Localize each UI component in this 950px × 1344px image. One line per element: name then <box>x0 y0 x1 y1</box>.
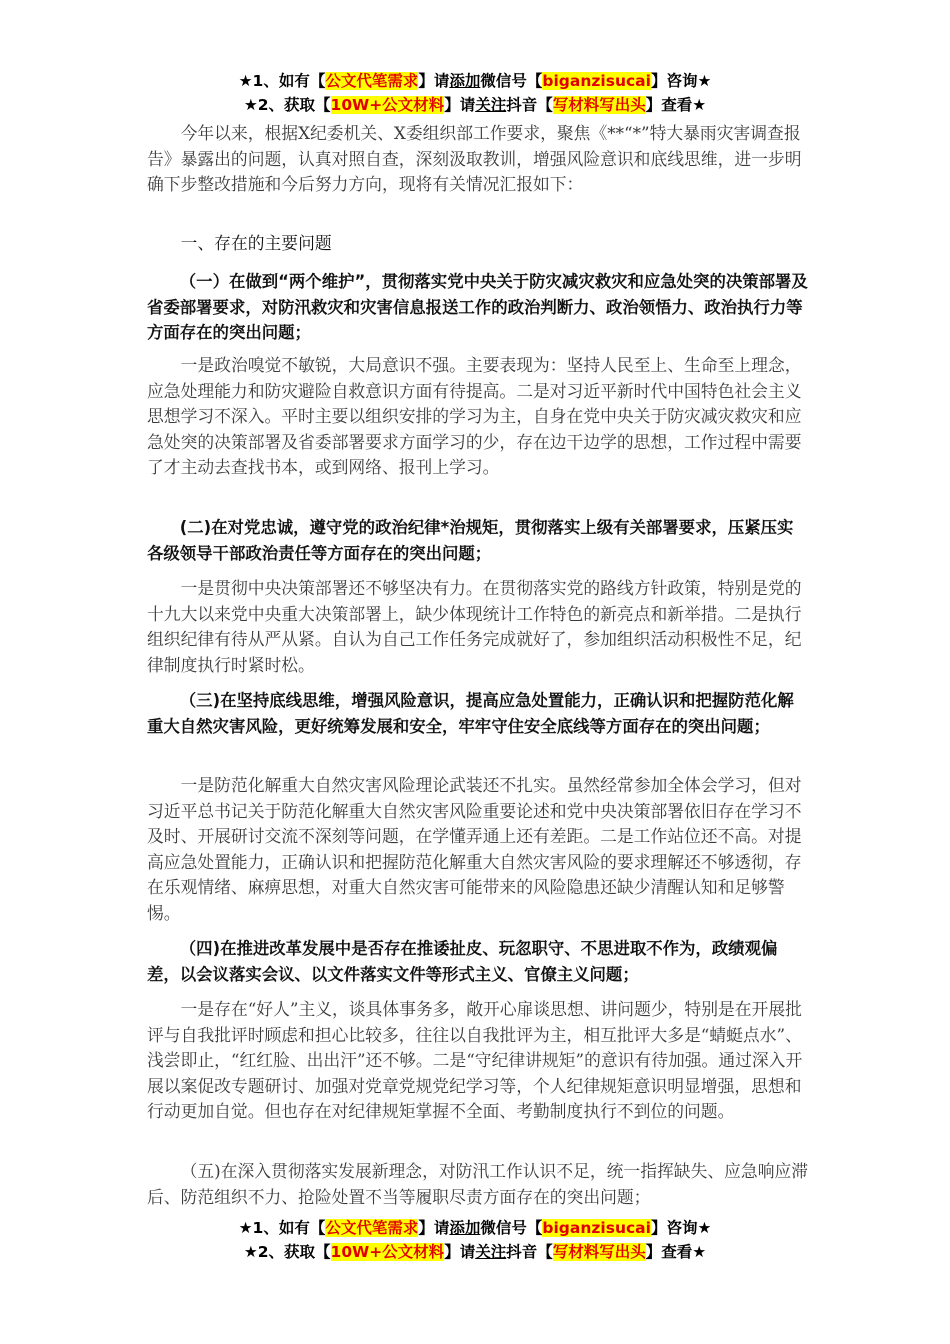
item1-title: （一）在做到“两个维护”，贯彻落实党中央关于防灾减灾救灾和应急处突的决策部署及省委部署要求，对防汛救灾和灾害信息报送工作的政治判断力、政治领悟力、政治执行力等方面存在的突出问题； <box>147 272 808 343</box>
section1-heading: 一、存在的主要问题 <box>180 233 332 253</box>
promo-line-2 <box>0 93 950 117</box>
item2-title-block <box>147 515 809 566</box>
promo-bottom-line-1-suffix: 】咨询★ <box>650 1219 712 1237</box>
promo-bottom-line-2-mid1: 】请 <box>444 1243 476 1261</box>
promo-highlight-service: 公文代笔需求 <box>325 72 419 90</box>
promo-line-1-mid1: 】请 <box>418 72 450 90</box>
promo-underline-follow: 关注 <box>475 96 507 114</box>
item2-body-block <box>147 576 809 678</box>
promo-bottom-highlight-service: 公文代笔需求 <box>325 1219 419 1237</box>
section1-block <box>147 231 809 257</box>
item3-title-block <box>147 688 809 739</box>
promo-line-2-suffix: 】查看★ <box>645 96 707 114</box>
item5-title-block <box>147 1159 809 1210</box>
promo-underline-add: 添加 <box>449 72 481 90</box>
promo-bottom-underline-follow: 关注 <box>475 1243 507 1261</box>
promo-line-2-bottom <box>0 1240 950 1264</box>
promo-line-1-prefix: ★1、如有【 <box>238 72 326 90</box>
promo-bottom-line-2-suffix: 】查看★ <box>645 1243 707 1261</box>
promo-bottom-line-2-prefix: ★2、获取【 <box>243 1243 331 1261</box>
item1-body: 一是政治嗅觉不敏锐，大局意识不强。主要表现为：坚持人民至上、生命至上理念，应急处理能力和防灾避险自救意识方面有待提高。二是对习近平新时代中国特色社会主义思想学习不深入。平时主要以组织安排的学习为主，自身在党中央关于防灾减灾救灾和应急处突的决策部署及省委部署要求方面学习的少，存在边干边学的思想，工作过程中需要了才主动去查找书本，或到网络、报刊上学习。 <box>147 355 802 478</box>
promo-line-2-prefix: ★2、获取【 <box>243 96 331 114</box>
item4-body-block <box>147 997 809 1125</box>
promo-bottom-highlight-douyin: 写材料写出头 <box>552 1243 646 1261</box>
promo-line-1-mid2: 微信号【 <box>480 72 543 90</box>
promo-bottom-underline-add: 添加 <box>449 1219 481 1237</box>
promo-highlight-materials: 10W+公文材料 <box>330 96 445 114</box>
item2-body: 一是贯彻中央决策部署还不够坚决有力。在贯彻落实党的路线方针政策，特别是党的十九大以来党中央重大决策部署上，缺少体现统计工作特色的新亮点和新举措。二是执行组织纪律有待从严从紧。自认为自己工作任务完成就好了，参加组织活动积极性不足，纪律制度执行时紧时松。 <box>147 578 802 675</box>
item4-title: （四)在推进改革发展中是否存在推诿扯皮、玩忽职守、不思进取不作为，政绩观偏差，以会议落实会议、以文件落实文件等形式主义、官僚主义问题； <box>147 939 778 984</box>
promo-line-2-mid2: 抖音【 <box>506 96 553 114</box>
intro-block <box>147 121 809 198</box>
promo-bottom-line-1-mid1: 】请 <box>418 1219 450 1237</box>
promo-line-1-bottom <box>0 1216 950 1240</box>
item1-body-block <box>147 353 809 481</box>
promo-bottom-line-1-prefix: ★1、如有【 <box>238 1219 326 1237</box>
promo-line-1 <box>0 69 950 93</box>
item5-title: （五)在深入贯彻落实发展新理念，对防汛工作认识不足，统一指挥缺失、应急响应滞后、防范组织不力、抢险处置不当等履职尽责方面存在的突出问题； <box>147 1161 809 1207</box>
promo-bottom-line-1-mid2: 微信号【 <box>480 1219 543 1237</box>
item3-body: 一是防范化解重大自然灾害风险理论武装还不扎实。虽然经常参加全体会学习，但对习近平总书记关于防范化解重大自然灾害风险重要论述和党中央决策部署依旧存在学习不及时、开展研讨交流不深刻等问题，在学懂弄通上还有差距。二是工作站位还不高。对提高应急处置能力，正确认识和把握防范化解重大自然灾害风险的要求理解还不够透彻，存在乐观情绪、麻痹思想，对重大自然灾害可能带来的风险隐患还缺少清醒认知和足够警惕。 <box>147 775 802 923</box>
intro-paragraph: 今年以来，根据X纪委机关、X委组织部工作要求，聚焦《**“*”特大暴雨灾害调查报告》暴露出的问题，认真对照自查，深刻汲取教训，增强风险意识和底线思维，进一步明确下步整改措施和今后努力方向，现将有关情况汇报如下： <box>147 123 802 195</box>
promo-bottom-highlight-wechat-id: biganzisucai <box>542 1219 651 1237</box>
item3-title: （三)在坚持底线思维，增强风险意识，提高应急处置能力，正确认识和把握防范化解重大自然灾害风险，更好统筹发展和安全，牢牢守住安全底线等方面存在的突出问题； <box>147 691 794 736</box>
promo-highlight-douyin: 写材料写出头 <box>552 96 646 114</box>
promo-line-1-suffix: 】咨询★ <box>650 72 712 90</box>
item2-title: (二)在对党忠诚，遵守党的政治纪律*治规矩，贯彻落实上级有关部署要求，压紧压实各级领导干部政治责任等方面存在的突出问题； <box>147 518 794 563</box>
item4-title-block <box>147 936 809 987</box>
promo-line-2-mid1: 】请 <box>444 96 476 114</box>
promo-highlight-wechat-id: biganzisucai <box>542 72 651 90</box>
item4-body: 一是存在“好人”主义，谈具体事务多，敞开心扉谈思想、讲问题少，特别是在开展批评与自我批评时顾虑和担心比较多，往往以自我批评为主，相互批评大多是“蜻蜓点水”、浅尝即止，“红红脸、出出汗”还不够。二是“守纪律讲规矩”的意识有待加强。通过深入开展以案促改专题研讨、加强对党章党规党纪学习等，个人纪律规矩意识明显增强，思想和行动更加自觉。但也存在对纪律规矩掌握不全面、考勤制度执行不到位的问题。 <box>147 999 803 1122</box>
promo-bottom-line-2-mid2: 抖音【 <box>506 1243 553 1261</box>
item3-body-block <box>147 773 809 927</box>
item1-title-block <box>147 269 809 346</box>
promo-bottom-highlight-materials: 10W+公文材料 <box>330 1243 445 1261</box>
